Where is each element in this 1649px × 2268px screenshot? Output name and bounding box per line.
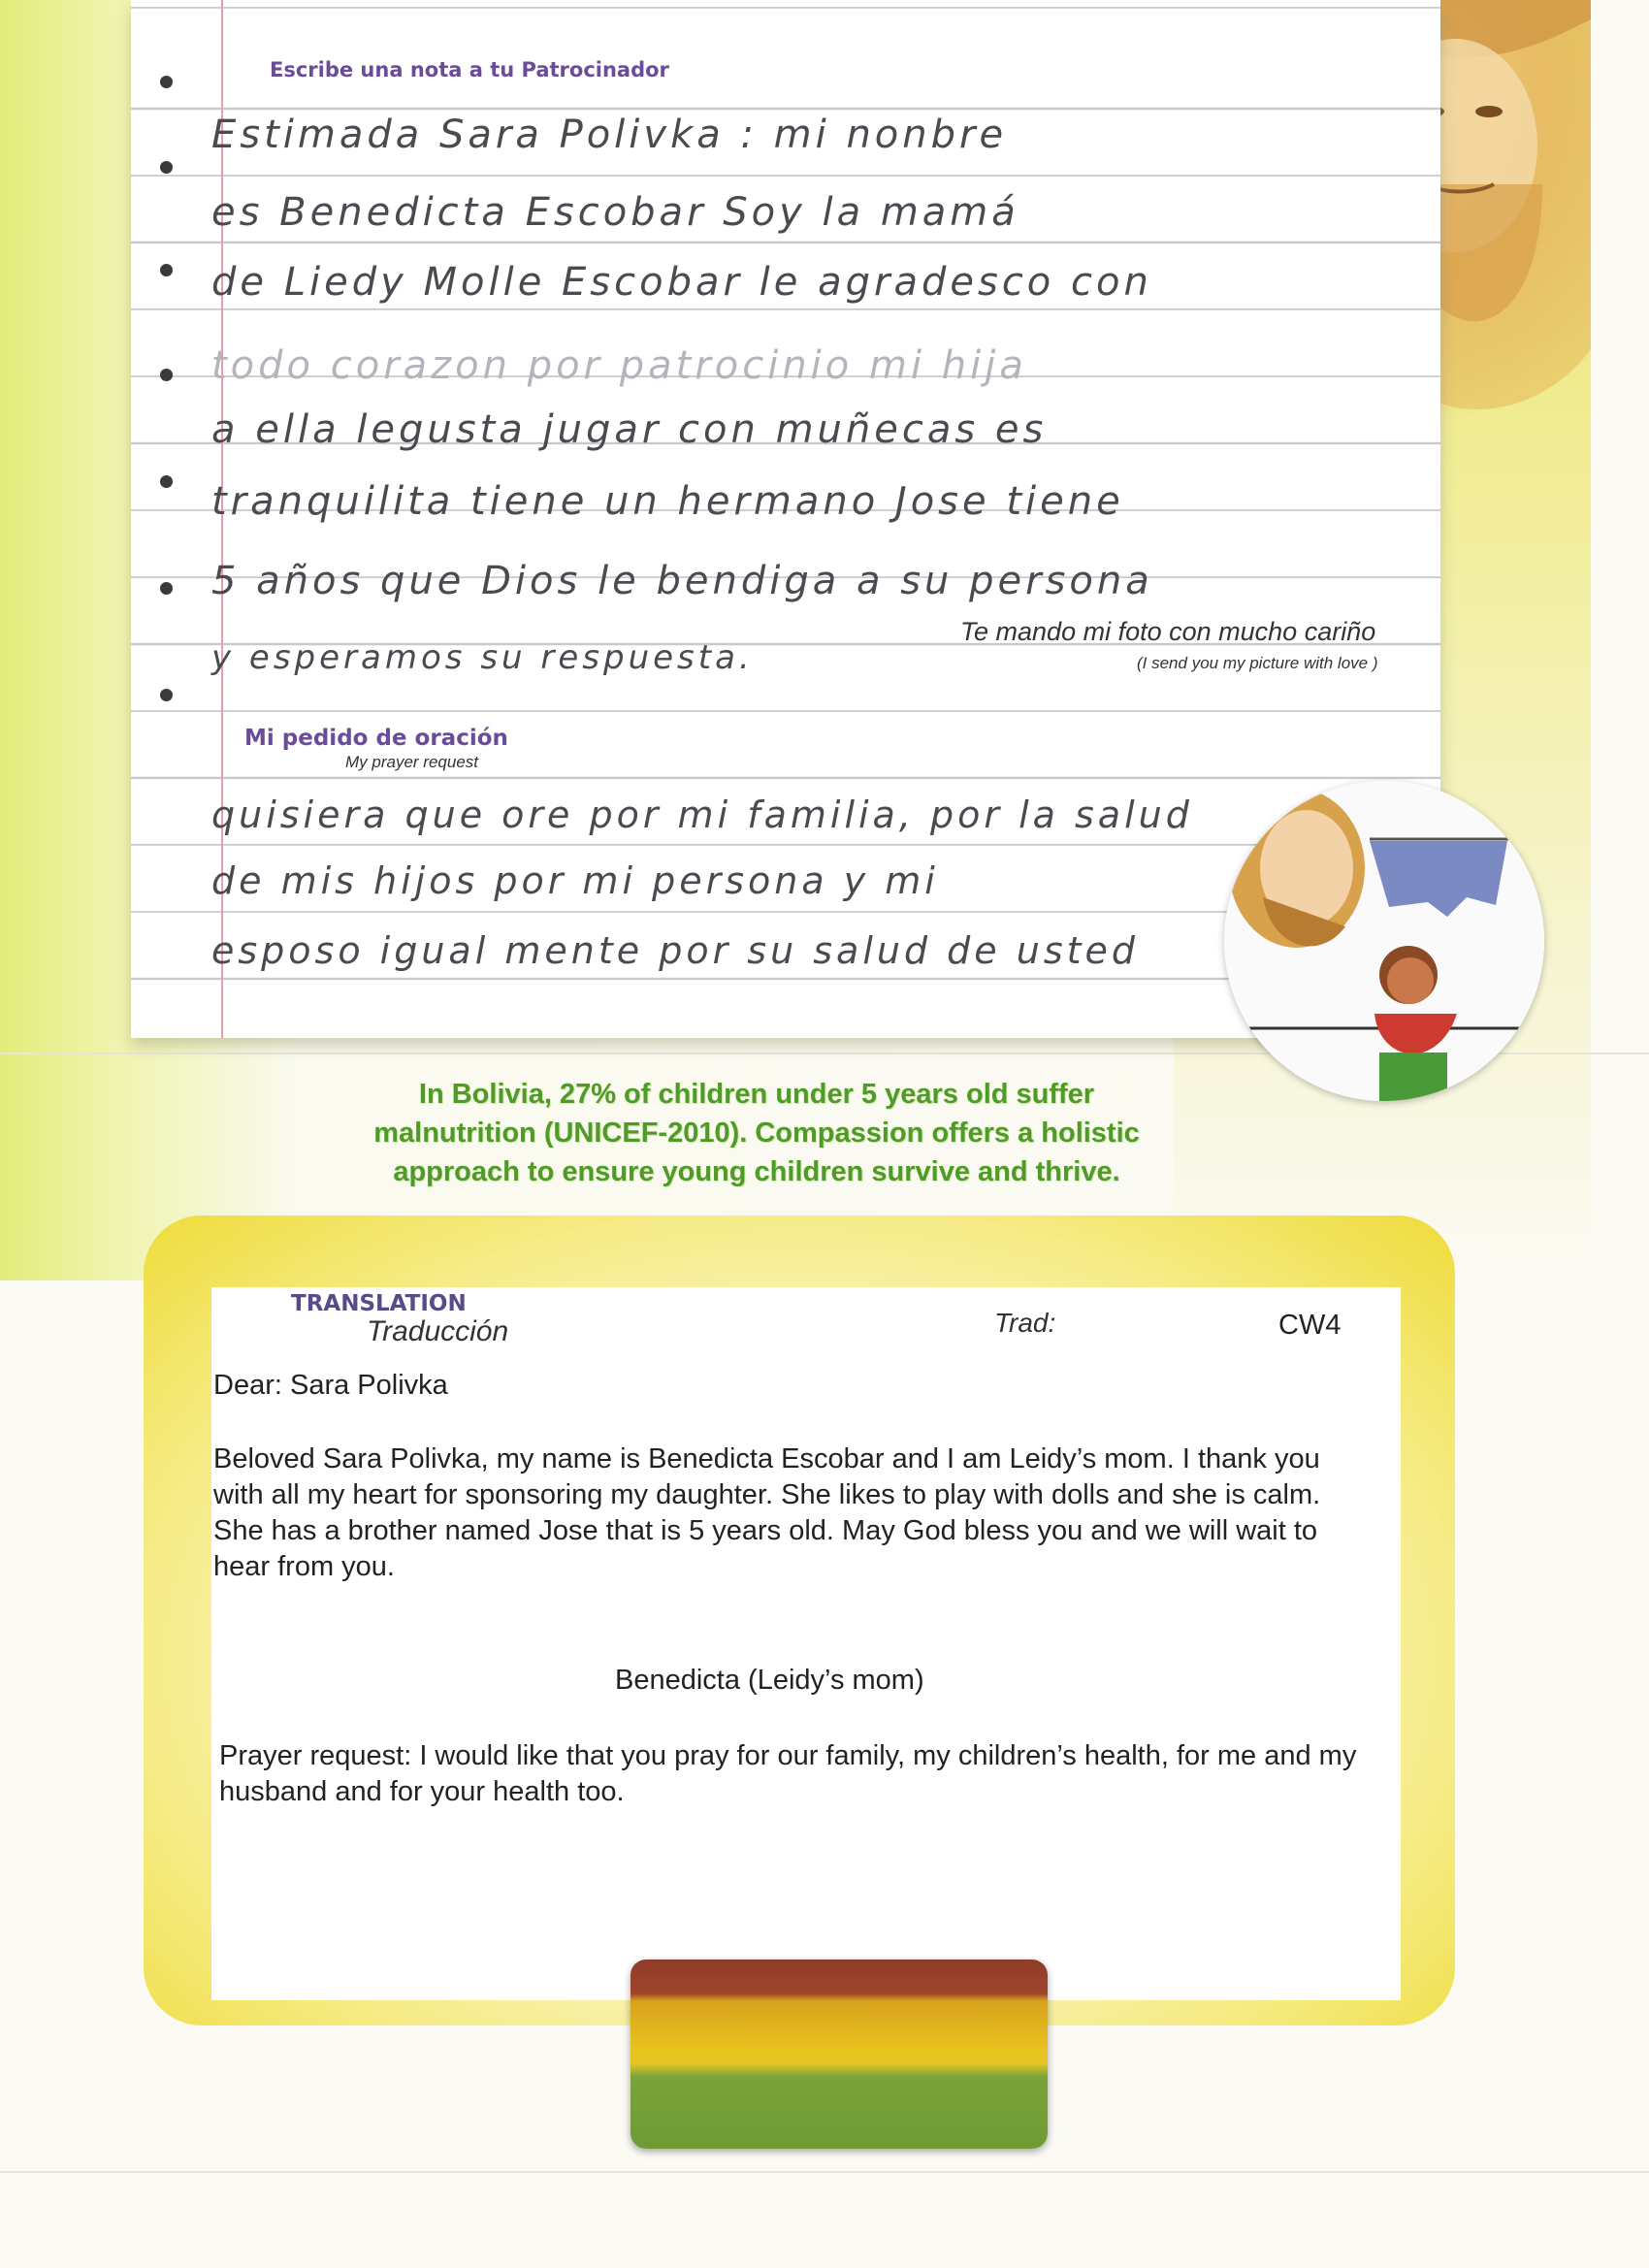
fold-line <box>0 2171 1649 2173</box>
binder-hole <box>160 161 173 174</box>
handwriting-line: a ella legusta jugar con muñecas es <box>211 407 1048 452</box>
binder-hole <box>160 76 173 88</box>
prayer-handwriting-line: de mis hijos por mi persona y mi <box>211 859 939 902</box>
binder-hole <box>160 475 173 488</box>
translation-body: Beloved Sara Polivka, my name is Benedicta Escobar and I am Leidy’s mom. I thank you with all my heart for sponsoring my daughter. She likes to play with dolls and she is calm. She has a brother named Jose that is 5 years old. May God bless you and we will wait to hear from you. <box>213 1443 1321 1582</box>
translation-prayer: Prayer request: I would like that you pray for our family, my children’s health, for me and my husband and for your health too. <box>219 1740 1357 1807</box>
handwriting-line: y esperamos su respuesta. <box>211 638 754 677</box>
prayer-request-label-english: My prayer request <box>345 753 478 771</box>
handwriting-line: todo corazon por patrocinio mi hija <box>211 343 1027 388</box>
translation-label-spanish: Traducción <box>367 1315 509 1347</box>
handwriting-line: Estimada Sara Polivka : mi nonbre <box>211 113 1008 157</box>
praying-child-illustration <box>1224 781 1544 1101</box>
bolivia-flag-image <box>630 1960 1048 2149</box>
prayer-handwriting-line: quisiera que ore por mi familia, por la salud <box>211 794 1193 836</box>
statistic-text <box>291 1075 1222 1191</box>
prayer-request-label: Mi pedido de oración <box>244 726 508 751</box>
note-header: Escribe una nota a tu Patrocinador <box>270 58 669 81</box>
statistic-line: approach to ensure young children survive and thrive. <box>393 1156 1120 1187</box>
handwriting-line: de Liedy Molle Escobar le agradesco con <box>211 260 1152 305</box>
salutation: Dear: Sara Polivka <box>213 1370 448 1401</box>
handwriting-line: 5 años que Dios le bendiga a su persona <box>211 559 1153 603</box>
trad-label: Trad: <box>994 1308 1056 1338</box>
binder-hole <box>160 369 173 381</box>
binder-hole <box>160 264 173 276</box>
photo-caption-english: (I send you my picture with love ) <box>1137 654 1378 672</box>
signature: Benedicta (Leidy’s mom) <box>615 1665 924 1696</box>
binder-hole <box>160 582 173 595</box>
prayer-handwriting-line: esposo igual mente por su salud de usted <box>211 929 1140 972</box>
photo-caption: Te mando mi foto con mucho cariño <box>960 617 1376 646</box>
statistic-line: In Bolivia, 27% of children under 5 years old suffer <box>418 1079 1095 1110</box>
statistic-line: malnutrition (UNICEF-2010). Compassion offers a holistic <box>373 1118 1140 1149</box>
binder-hole <box>160 689 173 701</box>
handwriting-line: tranquilita tiene un hermano Jose tiene <box>211 479 1124 524</box>
translation-label: TRANSLATION <box>291 1291 467 1316</box>
handwriting-line: es Benedicta Escobar Soy la mamá <box>211 190 1019 235</box>
letter-code: CW4 <box>1278 1310 1342 1341</box>
